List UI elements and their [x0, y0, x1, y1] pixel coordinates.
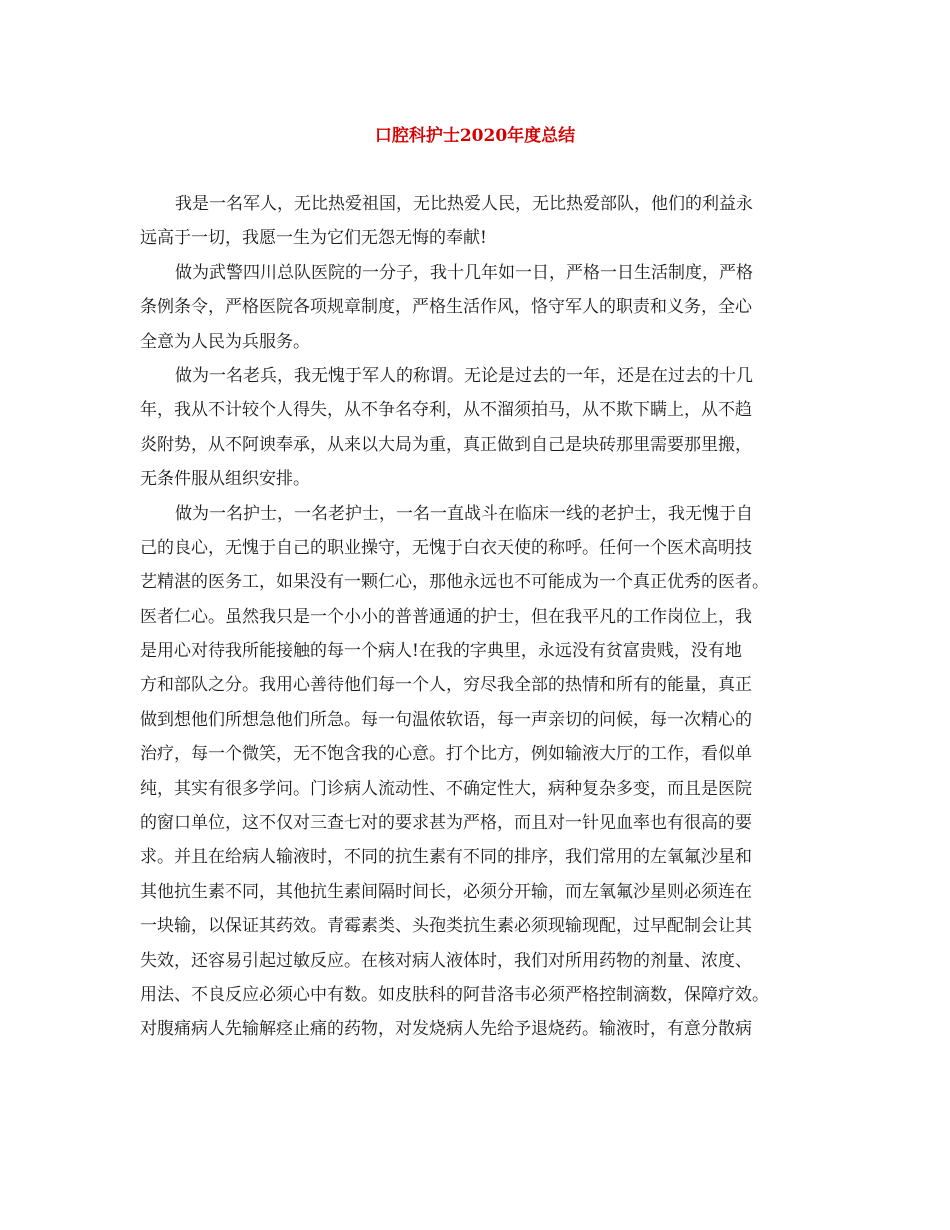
document-body: [140, 187, 820, 1047]
text-line: 一块输，以保证其药效。青霉素类、头孢类抗生素必须现输现配，过早配制会让其: [140, 916, 752, 937]
text-line: 做为一名护士，一名老护士，一名一直战斗在临床一线的老护士，我无愧于自: [175, 503, 753, 524]
text-line: 艺精湛的医务工，如果没有一颗仁心，那他永远也不可能成为一个真正优秀的医者。: [140, 572, 769, 593]
document-title: 口腔科护士2020年度总结: [374, 126, 576, 146]
text-line: 年，我从不计较个人得失，从不争名夺利，从不溜须拍马，从不欺下瞒上，从不趋: [140, 400, 752, 421]
text-line: 对腹痛病人先输解痉止痛的药物，对发烧病人先给予退烧药。输液时，有意分散病: [140, 1019, 752, 1040]
text-line: 远高于一切，我愿一生为它们无怨无悔的奉献!: [140, 228, 487, 249]
text-line: 方和部队之分。我用心善待他们每一个人，穷尽我全部的热情和所有的能量，真正: [140, 675, 752, 696]
text-line: 是用心对待我所能接触的每一个病人!在我的字典里，永远没有贫富贵贱，没有地: [140, 641, 742, 662]
text-line: 治疗，每一个微笑，无不饱含我的心意。打个比方，例如输液大厅的工作，看似单: [140, 744, 752, 765]
text-line: 纯，其实有很多学问。门诊病人流动性、不确定性大，病种复杂多变，而且是医院: [140, 778, 752, 799]
text-line: 失效，还容易引起过敏反应。在核对病人液体时，我们对所用药物的剂量、浓度、: [140, 950, 752, 971]
text-line: 炎附势，从不阿谀奉承，从来以大局为重，真正做到自己是块砖那里需要那里搬，: [140, 434, 752, 455]
text-line: 做为一名老兵，我无愧于军人的称谓。无论是过去的一年，还是在过去的十几: [175, 365, 753, 386]
text-line: 的窗口单位，这不仅对三查七对的要求甚为严格，而且对一针见血率也有很高的要: [140, 813, 752, 834]
text-line: 条例条令，严格医院各项规章制度，严格生活作风，恪守军人的职责和义务，全心: [140, 297, 752, 318]
text-line: 己的良心，无愧于自己的职业操守，无愧于白衣天使的称呼。任何一个医术高明技: [140, 537, 752, 558]
text-line: 医者仁心。虽然我只是一个小小的普普通通的护士，但在我平凡的工作岗位上，我: [140, 606, 752, 627]
text-line: 无条件服从组织安排。: [140, 469, 310, 490]
text-line: 其他抗生素不同，其他抗生素间隔时间长，必须分开输，而左氧氟沙星则必须连在: [140, 881, 752, 902]
text-line: 全意为人民为兵服务。: [140, 331, 310, 352]
text-line: 求。并且在给病人输液时，不同的抗生素有不同的排序，我们常用的左氧氟沙星和: [140, 847, 752, 868]
text-line: 做为武警四川总队医院的一分子，我十几年如一日，严格一日生活制度，严格: [175, 262, 753, 283]
text-line: 我是一名军人，无比热爱祖国，无比热爱人民，无比热爱部队，他们的利益永: [175, 194, 753, 214]
text-line: 做到想他们所想急他们所急。每一句温侬软语，每一声亲切的问候，每一次精心的: [140, 709, 752, 730]
text-line: 用法、不良反应必须心中有数。如皮肤科的阿昔洛韦必须严格控制滴数，保障疗效。: [140, 984, 769, 1005]
